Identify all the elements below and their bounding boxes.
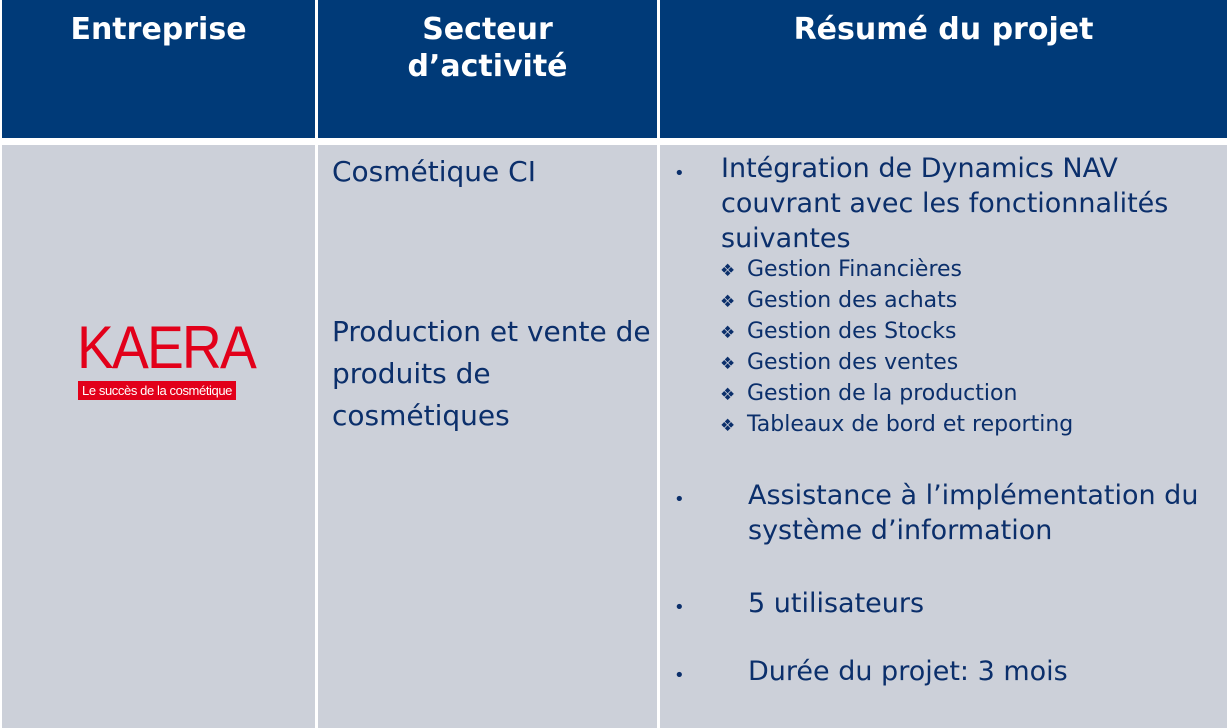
logo-tagline: Le succès de la cosmétique <box>78 381 236 400</box>
header-entreprise-label: Entreprise <box>70 12 247 47</box>
summary-cell <box>660 145 1227 728</box>
feature-label: Gestion Financières <box>747 257 963 282</box>
header-secteur-line1: Secteur <box>422 12 553 47</box>
diamond-bullet-icon: ❖ <box>720 354 736 374</box>
logo-wordmark: KAERA <box>77 314 255 381</box>
summary-duration: Durée du projet: 3 mois <box>748 656 1068 687</box>
feature-list <box>720 255 1073 441</box>
header-secteur <box>318 0 657 138</box>
sector-cell <box>318 145 657 728</box>
list-item <box>720 348 1073 379</box>
list-item <box>720 410 1073 441</box>
diamond-bullet-icon: ❖ <box>720 323 736 343</box>
summary-assistance: Assistance à l’implémentation du système d’information <box>748 480 1199 546</box>
header-secteur-line2: d’activité <box>407 49 568 84</box>
feature-label: Gestion des achats <box>747 288 958 313</box>
diamond-bullet-icon: ❖ <box>720 261 736 281</box>
list-item <box>720 255 1073 286</box>
summary-integration: Intégration de Dynamics NAV couvrant avec les fonctionnalités suivantes <box>721 153 1169 254</box>
bullet-icon: • <box>674 597 685 618</box>
list-item <box>720 317 1073 348</box>
header-entreprise <box>2 0 315 138</box>
kaera-logo <box>77 314 255 403</box>
diamond-bullet-icon: ❖ <box>720 385 736 405</box>
summary-users: 5 utilisateurs <box>748 588 925 619</box>
header-resume <box>660 0 1227 138</box>
sector-description: Production et vente de produits de cosmétiques <box>332 315 651 432</box>
sector-name: Cosmétique CI <box>332 155 536 188</box>
header-resume-label: Résumé du projet <box>793 12 1094 47</box>
bullet-icon: • <box>674 489 685 510</box>
feature-label: Gestion des ventes <box>747 350 959 375</box>
feature-label: Gestion de la production <box>747 381 1018 406</box>
company-cell <box>2 145 315 728</box>
diamond-bullet-icon: ❖ <box>720 292 736 312</box>
feature-label: Gestion des Stocks <box>747 319 957 344</box>
bullet-icon: • <box>674 665 685 686</box>
bullet-icon: • <box>674 163 685 184</box>
feature-label: Tableaux de bord et reporting <box>747 412 1074 437</box>
diamond-bullet-icon: ❖ <box>720 416 736 436</box>
list-item <box>720 286 1073 317</box>
list-item <box>720 379 1073 410</box>
